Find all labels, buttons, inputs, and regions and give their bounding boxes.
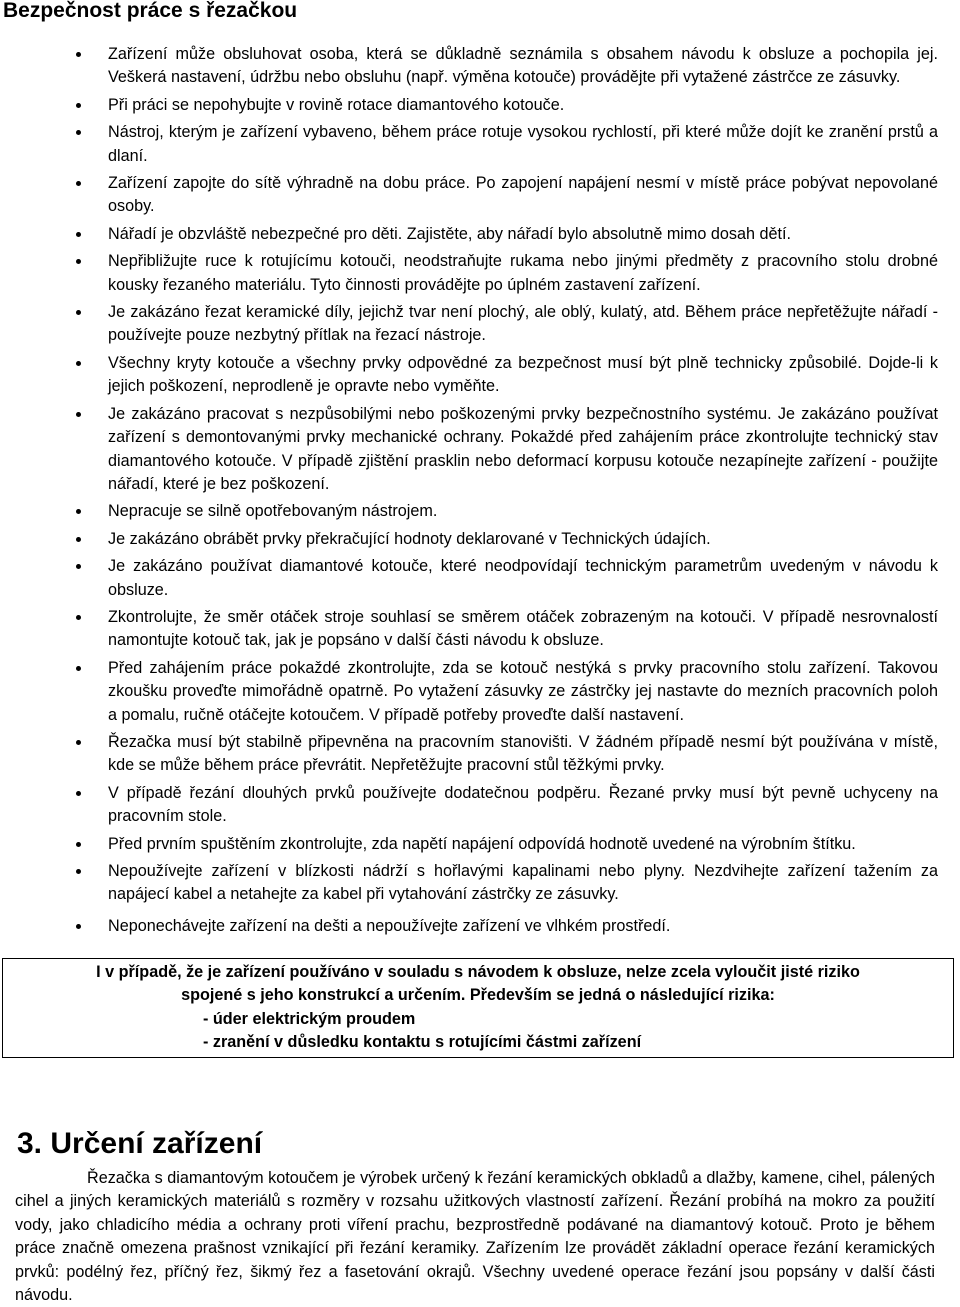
bullet-dot-icon bbox=[76, 52, 81, 57]
bullet-dot-icon bbox=[76, 924, 81, 929]
bullet-text: Zařízení může obsluhovat osoba, která se důkladně seznámila s obsahem návodu k obsluze a pochopila jej. Veškerá nastavení, údržbu nebo obsluhu (např. výměna kotouče) provádějte při vytažené zástrčce ze zásuvky. bbox=[108, 45, 938, 87]
bullet-dot-icon bbox=[76, 232, 81, 237]
bullet-text: Zkontrolujte, že směr otáček stroje souhlasí se směrem otáček zobrazeným na kotouči. V případě nesrovnalostí namontujte kotouč tak, jak je popsáno v další části návodu k obsluze. bbox=[108, 607, 938, 650]
bullet-text: Při práci se nepohybujte v rovině rotace diamantového kotouče. bbox=[108, 95, 565, 114]
bullet-dot-icon bbox=[76, 791, 81, 796]
safety-bullet bbox=[0, 94, 960, 117]
safety-bullet bbox=[0, 500, 960, 523]
bullet-text: Všechny kryty kotouče a všechny prvky odpovědné za bezpečnost musí být plně technicky způsobilé. Dojde-li k jejich poškození, neprodleně je opravte nebo vyměňte. bbox=[108, 353, 938, 396]
bullet-dot-icon bbox=[76, 615, 81, 620]
safety-bullet bbox=[0, 731, 960, 778]
bullet-text: Je zakázáno řezat keramické díly, jejichž tvar není plochý, ale oblý, kulatý, atd. Během práce nepřetěžujte nářadí - používejte pouze nezbytný přítlak na řezací nástroje. bbox=[108, 303, 938, 345]
warning-line: spojené s jeho konstrukcí a určením. Především se jedná o následující rizika: bbox=[181, 986, 775, 1005]
bullet-text: Zařízení zapojte do sítě výhradně na dobu práce. Po zapojení napájení nesmí v místě práce pobývat nepovolané osoby. bbox=[108, 174, 938, 216]
bullet-dot-icon bbox=[76, 509, 81, 514]
bullet-text: Je zakázáno obrábět prvky překračující hodnoty deklarované v Technických údajích. bbox=[108, 529, 711, 548]
safety-bullet-list bbox=[0, 43, 960, 942]
warning-risk-item: - úder elektrickým proudem bbox=[203, 1009, 416, 1028]
safety-bullet bbox=[0, 860, 960, 907]
warning-risk-item: - zranění v důsledku kontaktu s rotujícími částmi zařízení bbox=[203, 1033, 642, 1052]
safety-bullet bbox=[0, 606, 960, 653]
bullet-text: Nepracuje se silně opotřebovaným nástrojem. bbox=[108, 502, 438, 521]
section-paragraph: Řezačka s diamantovým kotoučem je výrobek určený k řezání keramických obkladů a dlažby, kamene, cihel, pálených cihel a jiných keramických materiálů s rozměry v rozsahu užitkových vlastností zařízení. Řezání probíhá na mokro za použití vody, jako chladicího média a ochrany proti víření prachu, bezprostředně podávané na diamantový kotouč. Proto je během práce značně omezena prašnost vznikající při řezání keramiky. Zařízením lze provádět základní operace řezání keramických prvků: podélný řez, příčný řez, šikmý řez a fasetování okrajů. Všechny uvedené operace řezání jsou popsány v další části návodu. bbox=[15, 1169, 935, 1305]
bullet-dot-icon bbox=[76, 181, 81, 186]
safety-bullet bbox=[0, 121, 960, 168]
bullet-text: Před zahájením práce pokaždé zkontrolujte, zda se kotouč nestýká s prvky pracovního stolu zařízení. Takovou zkoušku proveďte mimořádně opatrně. Po vytažení zásuvky ze zástrčky jej nastavte do mezních pracovních poloh a pomalu, ručně otáčejte kotoučem. V případě potřeby proveďte další nastavení. bbox=[108, 658, 938, 724]
bullet-dot-icon bbox=[76, 842, 81, 847]
safety-bullet bbox=[0, 43, 960, 90]
safety-bullet bbox=[0, 555, 960, 602]
bullet-text: Před prvním spuštěním zkontrolujte, zda napětí napájení odpovídá hodnotě uvedené na výrobním štítku. bbox=[108, 834, 856, 853]
residual-risk-warning-box bbox=[2, 958, 954, 1058]
bullet-dot-icon bbox=[76, 130, 81, 135]
bullet-dot-icon bbox=[76, 361, 81, 366]
bullet-text: Je zakázáno pracovat s nezpůsobilými nebo poškozenými prvky bezpečnostního systému. Je zakázáno používat zařízení s demontovanými prvky mechanické ochrany. Pokaždé před zahájením práce zkontrolujte technický stav diamantového kotouče. V případě zjištění prasklin nebo deformací korpusu kotouče nezapínejte zařízení - použijte nářadí, které je bez poškození. bbox=[108, 404, 938, 493]
bullet-text: Nářadí je obzvláště nebezpečné pro děti. Zajistěte, aby nářadí bylo absolutně mimo dosah dětí. bbox=[108, 224, 791, 243]
bullet-text: V případě řezání dlouhých prvků používejte dodatečnou podpěru. Řezané prvky musí být pevně uchyceny na pracovním stole. bbox=[108, 783, 938, 826]
bullet-dot-icon bbox=[76, 103, 81, 108]
safety-heading: Bezpečnost práce s řezačkou bbox=[3, 0, 298, 22]
bullet-dot-icon bbox=[76, 259, 81, 264]
safety-bullet bbox=[0, 403, 960, 497]
bullet-dot-icon bbox=[76, 564, 81, 569]
bullet-text: Nástroj, kterým je zařízení vybaveno, během práce rotuje vysokou rychlostí, při které může dojít ke zranění prstů a dlaní. bbox=[108, 123, 938, 165]
safety-bullet bbox=[0, 833, 960, 856]
bullet-dot-icon bbox=[76, 666, 81, 671]
safety-bullet bbox=[0, 915, 960, 938]
warning-line: I v případě, že je zařízení používáno v souladu s návodem k obsluze, nelze zcela vyloučit jisté riziko bbox=[96, 963, 860, 981]
bullet-dot-icon bbox=[76, 869, 81, 874]
safety-bullet bbox=[0, 528, 960, 551]
bullet-text: Je zakázáno používat diamantové kotouče, které neodpovídají technickým parametrům uvedeným v návodu k obsluze. bbox=[108, 557, 938, 599]
safety-bullet bbox=[0, 301, 960, 348]
safety-bullet bbox=[0, 250, 960, 297]
bullet-dot-icon bbox=[76, 740, 81, 745]
bullet-text: Řezačka musí být stabilně připevněna na pracovním stanovišti. V žádném případě nesmí být používána v místě, kde se může během práce převrátit. Nepřetěžujte pracovní stůl těžkými prvky. bbox=[108, 732, 938, 775]
section-title: 3. Určení zařízení bbox=[17, 1127, 263, 1160]
bullet-text: Neponechávejte zařízení na dešti a nepoužívejte zařízení ve vlhkém prostředí. bbox=[108, 916, 671, 935]
bullet-dot-icon bbox=[76, 412, 81, 417]
bullet-text: Nepřibližujte ruce k rotujícímu kotouči, neodstraňujte rukama nebo jinými předměty z pracovního stolu drobné kousky řezaného materiálu. Tyto činnosti provádějte po úplném zastavení zařízení. bbox=[108, 252, 938, 294]
safety-bullet bbox=[0, 352, 960, 399]
safety-bullet bbox=[0, 223, 960, 246]
safety-bullet bbox=[0, 657, 960, 727]
safety-bullet bbox=[0, 172, 960, 219]
bullet-dot-icon bbox=[76, 310, 81, 315]
safety-bullet bbox=[0, 782, 960, 829]
bullet-dot-icon bbox=[76, 537, 81, 542]
bullet-text: Nepoužívejte zařízení v blízkosti nádrží s hořlavými kapalinami nebo plyny. Nezdvihejte zařízení tažením za napájecí kabel a netahejte za kabel při vytahování zástrčky ze zásuvky. bbox=[108, 862, 938, 904]
